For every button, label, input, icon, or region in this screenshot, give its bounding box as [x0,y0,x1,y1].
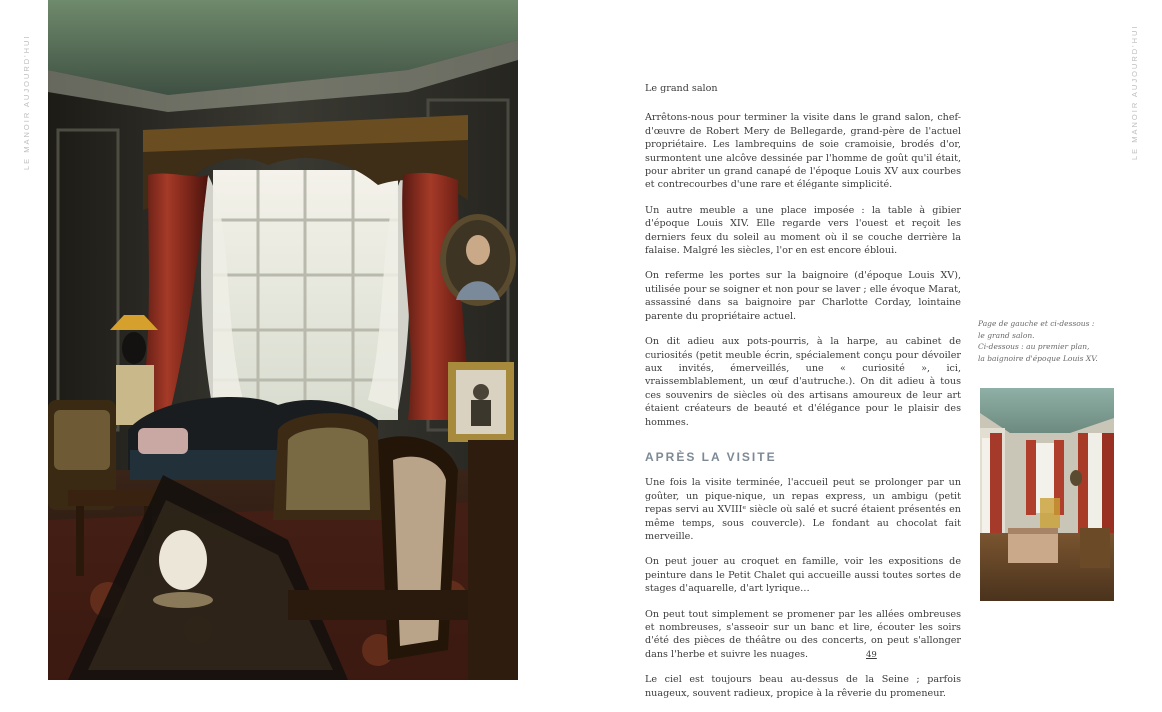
paragraph: On peut jouer au croquet en famille, voir les expositions de peinture dans le Petit Chalet qui accueille aussi toutes sortes de stages d'aquarelle, d'art lyrique… [645,556,961,595]
section-title: Le grand salon [645,83,718,94]
subhead-apres-la-visite: APRÈS LA VISITE [645,449,777,464]
running-head-right: LE MANOIR AUJOURD'HUI [1130,24,1139,160]
paragraph: On referme les portes sur la baignoire (d'époque Louis XV), utilisée pour se soigner et non pour se laver ; elle évoque Marat, assassiné dans sa baignoire par Charlotte Corday, lointaine parente du propriétaire actuel. [645,270,961,322]
caption-line: Page de gauche et ci-dessous : [978,319,1095,328]
paragraph: On dit adieu aux pots-pourris, à la harpe, au cabinet de curiosités (petit meuble écrin, spécialement conçu pour dévoiler aux invités, émerveillés, une « curiosité », ici, vraissemblablement, un œuf d'autruche.). On dit adieu à tous ces souvenirs de siècles où des artisans amoureux de leur art étaient créateurs de beauté et d'élégance pour le plaisir des hommes. [645,336,961,428]
paragraph: Un autre meuble a une place imposée : la table à gibier d'époque Louis XIV. Elle regarde vers l'ouest et reçoit les derniers feux du soleil au moment où il se couche derrière la falaise. Malgré les siècles, l'or en est encore ébloui. [645,204,961,257]
caption-line: Ci-dessous : au premier plan, [978,342,1090,351]
page-number: 49 [866,650,877,660]
paragraph: Une fois la visite terminée, l'accueil peut se prolonger par un goûter, un pique-nique, un repas express, un ambigu (petit repas servi au XVIIIᵉ siècle où salé et sucré étaient présentés en même temps, sous couvercle). Le fondant au chocolat fait merveille. [645,477,961,542]
paragraph: Arrêtons-nous pour terminer la visite dans le grand salon, chef-d'œuvre de Robert Mery de Bellegarde, grand-père de l'actuel propriétaire. Les lambrequins de soie cramoisie, brodés d'or, surmontent une alcôve dessinée par l'homme de goût qu'il était, pour abriter un grand canapé de l'époque Louis XV aux courbes et contrecourbes d'une rare et élégante simplicité. [645,112,961,191]
running-head-left: LE MANOIR AUJOURD'HUI [22,34,31,170]
caption-line: la baignoire d'époque Louis XV. [978,353,1098,363]
paragraph: Le ciel est toujours beau au-dessus de la Seine ; parfois nuageux, souvent radieux, propice à la rêverie du promeneur. [645,674,961,699]
salon-small-photo [980,388,1114,601]
photo-caption [978,318,1118,364]
article-body [645,82,961,712]
grand-salon-photo [48,0,518,680]
caption-line: le grand salon. [978,330,1035,340]
paragraph: On peut tout simplement se promener par les allées ombreuses et nombreuses, s'asseoir sur un banc et lire, écouter les soirs d'été des pièces de théâtre ou des concerts, on peut s'allonger dans l'herbe et suivre les nuages. [645,608,961,660]
